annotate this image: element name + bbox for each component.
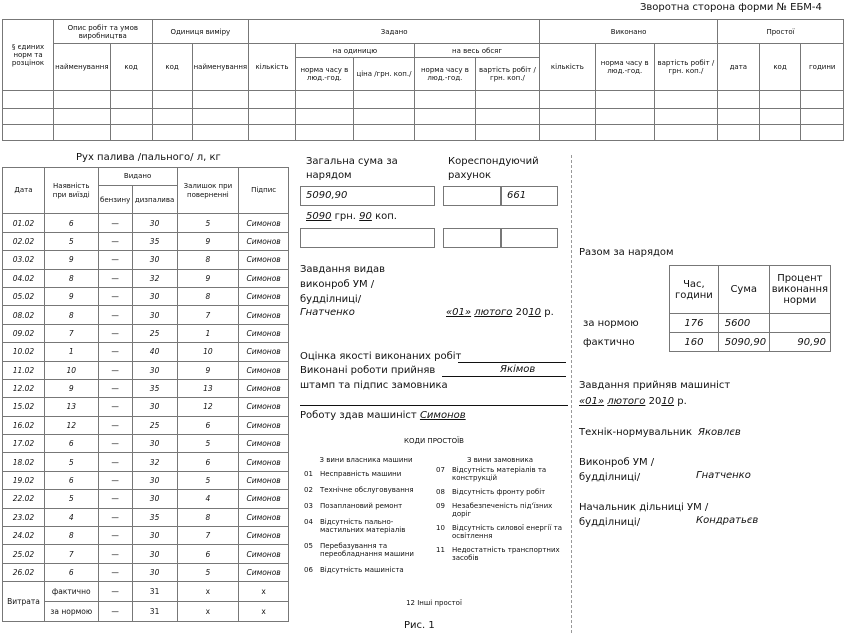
table-row [3, 109, 844, 125]
header-diesel: дизпалива [132, 186, 177, 214]
norm-signature: x [239, 602, 289, 622]
accept-year-prefix: 20 [648, 396, 662, 407]
task-issued-label: Завдання видав виконроб УМ /будділниці/ [300, 264, 386, 305]
fuel-signature: Симонов [239, 435, 289, 453]
fuel-signature: Симонов [239, 361, 289, 379]
fuel-remainder: 4 [177, 490, 239, 508]
actual-diesel: 31 [132, 582, 177, 602]
summary-fact-hours: 160 [670, 333, 719, 352]
fuel-remainder: 7 [177, 527, 239, 545]
code-item [304, 542, 432, 558]
table-row [3, 91, 844, 109]
task-year-prefix: 20 [515, 307, 529, 318]
fuel-row [3, 214, 289, 232]
code-item [436, 488, 564, 496]
total-label: Загальна сума за нарядом [306, 156, 398, 181]
fuel-petrol: — [98, 324, 132, 342]
fuel-petrol: — [98, 545, 132, 563]
foreman-label: Виконроб УМ /будділниці/ [579, 457, 655, 483]
fuel-signature: Симонов [239, 269, 289, 287]
codes-title: КОДИ ПРОСТОЇВ [404, 437, 464, 445]
fuel-petrol: — [98, 232, 132, 250]
fuel-diesel: 35 [132, 508, 177, 526]
fuel-signature: Симонов [239, 453, 289, 471]
code-text: Несправність машини [320, 470, 402, 478]
fuel-date: 01.02 [3, 214, 45, 232]
header-assigned: Задано [249, 20, 540, 44]
fuel-signature: Симонов [239, 398, 289, 416]
fuel-date: 04.02 [3, 269, 45, 287]
fuel-remainder: 5 [177, 563, 239, 581]
fuel-date: 24.02 [3, 527, 45, 545]
fuel-row [3, 490, 289, 508]
fuel-remainder: 1 [177, 324, 239, 342]
summary-h-sum: Сума [718, 266, 769, 314]
code-item [436, 466, 564, 482]
fuel-date: 02.02 [3, 232, 45, 250]
fuel-avail: 6 [44, 471, 98, 489]
norm-diesel: 31 [132, 602, 177, 622]
code-text: Відсутність пально-мастильних матеріалів [320, 518, 406, 534]
code-number: 01 [304, 470, 313, 478]
header-done-cost: вартість робіт /грн. коп./ [654, 44, 717, 91]
fuel-row [3, 379, 289, 397]
fuel-remainder: 13 [177, 379, 239, 397]
fuel-diesel: 35 [132, 232, 177, 250]
summary-table [579, 265, 831, 352]
header-total-volume: на весь обсяг [415, 44, 540, 58]
fuel-avail: 10 [44, 361, 98, 379]
code-text: Відсутність матеріалів та конструкцій [452, 466, 547, 482]
code-number: 03 [304, 502, 313, 510]
header-done-norm-time: норма часу в люд.-год. [595, 44, 654, 91]
chief-name: Кондратьєв [696, 515, 759, 526]
handed-label: Роботу здав машиніст [300, 410, 417, 421]
header-petrol: бензину [98, 186, 132, 214]
fuel-signature: Симонов [239, 287, 289, 305]
fuel-row [3, 398, 289, 416]
fuel-avail: 8 [44, 269, 98, 287]
code-text: Незабезпеченість під'їзних доріг [452, 502, 553, 518]
grn-label: грн. [334, 211, 356, 222]
header-remainder: Залишок при поверненні [177, 168, 239, 214]
fuel-date: 18.02 [3, 453, 45, 471]
fuel-date: 17.02 [3, 435, 45, 453]
header-idle-date: дата [718, 44, 759, 91]
header-price: ціна /грн. коп./ [353, 58, 414, 91]
fuel-row [3, 563, 289, 581]
code-item [436, 546, 564, 562]
fuel-date: 05.02 [3, 287, 45, 305]
task-day: «01» [446, 307, 472, 318]
fuel-avail: 6 [44, 214, 98, 232]
fuel-date: 08.02 [3, 306, 45, 324]
accepted-label: Виконані роботи прийняв [300, 365, 436, 376]
summary-h-percent: Процент виконання норми [769, 266, 830, 314]
fuel-signature: Симонов [239, 545, 289, 563]
codes-right-list [436, 466, 564, 568]
fuel-avail: 6 [44, 563, 98, 581]
fuel-avail: 9 [44, 251, 98, 269]
header-idle-hours: години [801, 44, 844, 91]
fuel-avail: 1 [44, 343, 98, 361]
stamp-line [300, 405, 568, 406]
accept-date [579, 396, 687, 407]
header-per-unit: на одиницю [295, 44, 414, 58]
fuel-remainder: 9 [177, 269, 239, 287]
quality-line [458, 362, 566, 363]
blank-box-3 [501, 228, 558, 248]
fuel-petrol: — [98, 453, 132, 471]
fuel-date: 15.02 [3, 398, 45, 416]
fuel-petrol: — [98, 527, 132, 545]
fuel-diesel: 25 [132, 416, 177, 434]
fuel-row [3, 324, 289, 342]
fuel-row [3, 416, 289, 434]
fuel-date: 25.02 [3, 545, 45, 563]
quality-label: Оцінка якості виконаних робіт [300, 351, 462, 362]
header-work-desc: Опис робіт та умов виробництва [54, 20, 152, 44]
fuel-row [3, 435, 289, 453]
code-item [436, 502, 564, 518]
fuel-petrol: — [98, 435, 132, 453]
fuel-petrol: — [98, 361, 132, 379]
fuel-signature: Симонов [239, 490, 289, 508]
actual-remainder: x [177, 582, 239, 602]
fuel-signature: Симонов [239, 508, 289, 526]
fuel-date: 22.02 [3, 490, 45, 508]
fuel-petrol: — [98, 490, 132, 508]
fuel-remainder: 5 [177, 471, 239, 489]
code-item [304, 486, 432, 494]
fuel-signature: Симонов [239, 343, 289, 361]
codes-right-header: З вини замовника [466, 456, 534, 464]
code-number: 02 [304, 486, 313, 494]
code-number: 07 [436, 466, 445, 474]
fuel-diesel: 30 [132, 287, 177, 305]
accept-label: Завдання прийняв машиніст [579, 380, 731, 391]
fuel-petrol: — [98, 563, 132, 581]
fuel-signature: Симонов [239, 471, 289, 489]
fuel-diesel: 30 [132, 527, 177, 545]
fuel-diesel: 30 [132, 490, 177, 508]
table-row [3, 125, 844, 141]
summary-norm-sum: 5600 [718, 314, 769, 333]
header-norm-time-2: норма часу в люд.-год. [415, 58, 476, 91]
blank-box-2 [443, 228, 501, 248]
code-item [304, 470, 432, 478]
fuel-avail: 13 [44, 398, 98, 416]
header-naming: найменування [54, 44, 111, 91]
code-number: 05 [304, 542, 313, 550]
fuel-avail: 4 [44, 508, 98, 526]
fuel-date: 09.02 [3, 324, 45, 342]
task-date [446, 307, 554, 318]
header-signature: Підпис [239, 168, 289, 214]
fuel-diesel: 30 [132, 545, 177, 563]
fuel-petrol: — [98, 214, 132, 232]
fuel-remainder: 8 [177, 287, 239, 305]
task-issued-name: Гнатченко [300, 307, 355, 318]
fuel-diesel: 25 [132, 324, 177, 342]
header-qty: кількість [249, 44, 296, 91]
fuel-row [3, 232, 289, 250]
fuel-row [3, 508, 289, 526]
accepted-name: Якімов [500, 364, 536, 375]
fuel-signature: Симонов [239, 306, 289, 324]
fuel-remainder: 8 [177, 251, 239, 269]
codes-left-header: З вини власника машини [319, 456, 413, 464]
code-number: 09 [436, 502, 445, 510]
code-number: 10 [436, 524, 445, 532]
fuel-avail: 6 [44, 435, 98, 453]
fuel-date: 26.02 [3, 563, 45, 581]
fuel-avail: 7 [44, 324, 98, 342]
separator-line [571, 155, 572, 633]
code-number: 04 [304, 518, 313, 526]
fuel-remainder: 9 [177, 232, 239, 250]
fuel-remainder: 5 [177, 435, 239, 453]
header-code: код [110, 44, 152, 91]
fuel-avail: 5 [44, 453, 98, 471]
code-text: Недостатність транспортних засобів [452, 546, 560, 562]
fuel-avail: 8 [44, 306, 98, 324]
summary-norm-label: за нормою [583, 317, 639, 329]
norm-label: за нормою [44, 602, 98, 622]
fuel-row [3, 527, 289, 545]
fuel-row [3, 251, 289, 269]
actual-label: фактично [44, 582, 98, 602]
codes-other: 12 Інші простої [406, 599, 462, 607]
fuel-petrol: — [98, 343, 132, 361]
norm-petrol: — [98, 602, 132, 622]
accept-month: лютого [607, 396, 646, 407]
summary-title: Разом за нарядом [579, 247, 674, 258]
tech-label: Технік-нормувальник [579, 427, 692, 438]
form-title: Зворотна сторона форми № ЕБМ-4 [640, 2, 822, 13]
fuel-diesel: 32 [132, 269, 177, 287]
total-amount-box: 5090,90 [300, 186, 435, 206]
amount-kop: 90 [359, 211, 372, 222]
fuel-diesel: 30 [132, 398, 177, 416]
figure-caption: Рис. 1 [404, 620, 435, 631]
fuel-diesel: 30 [132, 435, 177, 453]
fuel-row [3, 471, 289, 489]
corr-account-box-1 [443, 186, 501, 206]
kop-label: коп. [375, 211, 397, 222]
task-year-r: р. [544, 307, 554, 318]
fuel-title: Рух палива /пального/ л, кг [76, 152, 221, 163]
code-item [304, 502, 432, 510]
code-item [436, 524, 564, 540]
fuel-date: 10.02 [3, 343, 45, 361]
fuel-diesel: 30 [132, 563, 177, 581]
code-text: Перебазування та переобладнання машини [320, 542, 414, 558]
code-text: Відсутність машиніста [320, 566, 404, 574]
summary-fact-label: фактично [583, 336, 635, 348]
header-norms: § єдиних норм та розцінок [3, 20, 54, 91]
fuel-remainder: 6 [177, 416, 239, 434]
blank-box-1 [300, 228, 435, 248]
handed-over [300, 410, 466, 421]
code-number: 11 [436, 546, 445, 554]
code-text: Відсутність силової енергії та освітлення [452, 524, 562, 540]
fuel-avail: 5 [44, 232, 98, 250]
amount-in-words [306, 211, 397, 222]
work-table [2, 19, 844, 141]
fuel-signature: Симонов [239, 527, 289, 545]
chief-label: Начальник дільниці УМ /будділниці/ [579, 502, 709, 528]
fuel-petrol: — [98, 287, 132, 305]
header-unit-name: найменування [192, 44, 249, 91]
summary-h-hours: Час, години [670, 266, 719, 314]
foreman-name: Гнатченко [696, 470, 751, 481]
code-text: Позаплановий ремонт [320, 502, 403, 510]
fuel-remainder: 8 [177, 508, 239, 526]
fuel-signature: Симонов [239, 324, 289, 342]
fuel-date: 16.02 [3, 416, 45, 434]
fuel-row [3, 287, 289, 305]
header-norm-time: норма часу в люд.-год. [295, 58, 353, 91]
fuel-diesel: 35 [132, 379, 177, 397]
fuel-diesel: 40 [132, 343, 177, 361]
fuel-signature: Симонов [239, 379, 289, 397]
fuel-remainder: 12 [177, 398, 239, 416]
fuel-row [3, 545, 289, 563]
corr-account-label: Кореспондуючий рахунок [448, 156, 539, 181]
header-done-qty: кількість [540, 44, 596, 91]
fuel-diesel: 30 [132, 251, 177, 269]
accepted-line [442, 376, 566, 377]
fuel-date: 11.02 [3, 361, 45, 379]
fuel-diesel: 30 [132, 306, 177, 324]
fuel-date: 03.02 [3, 251, 45, 269]
fuel-row [3, 306, 289, 324]
fuel-row [3, 343, 289, 361]
fuel-diesel: 30 [132, 214, 177, 232]
fuel-avail: 5 [44, 490, 98, 508]
fuel-petrol: — [98, 398, 132, 416]
fuel-petrol: — [98, 508, 132, 526]
header-unit-code: код [152, 44, 192, 91]
fuel-signature: Симонов [239, 563, 289, 581]
corr-account-box-2: 661 [501, 186, 558, 206]
header-idle-code: код [759, 44, 801, 91]
accept-year-r: р. [677, 396, 687, 407]
norm-remainder: x [177, 602, 239, 622]
fuel-avail: 9 [44, 379, 98, 397]
code-number: 06 [304, 566, 313, 574]
header-at-departure: Наявність при виїзді [44, 168, 98, 214]
tech-name: Яковлєв [698, 427, 741, 438]
header-work-cost: вартість робіт /грн. коп./ [475, 58, 539, 91]
fuel-remainder: 6 [177, 453, 239, 471]
fuel-table [2, 167, 289, 622]
header-issued: Видано [98, 168, 177, 186]
header-unit: Одиниця виміру [152, 20, 249, 44]
fuel-remainder: 10 [177, 343, 239, 361]
fuel-avail: 8 [44, 527, 98, 545]
accept-day: «01» [579, 396, 605, 407]
fuel-date: 12.02 [3, 379, 45, 397]
fuel-petrol: — [98, 416, 132, 434]
fuel-petrol: — [98, 251, 132, 269]
codes-left-list [304, 470, 432, 582]
fuel-petrol: — [98, 269, 132, 287]
fuel-diesel: 32 [132, 453, 177, 471]
task-year-suffix: 10 [528, 307, 542, 318]
summary-fact-percent: 90,90 [769, 333, 830, 352]
actual-signature: x [239, 582, 289, 602]
fuel-diesel: 30 [132, 361, 177, 379]
fuel-remainder: 9 [177, 361, 239, 379]
fuel-signature: Симонов [239, 214, 289, 232]
code-item [304, 518, 432, 534]
spend-label: Витрата [3, 582, 45, 622]
fuel-row [3, 453, 289, 471]
fuel-remainder: 6 [177, 545, 239, 563]
fuel-remainder: 5 [177, 214, 239, 232]
fuel-date: 19.02 [3, 471, 45, 489]
fuel-date: 23.02 [3, 508, 45, 526]
header-date: Дата [3, 168, 45, 214]
fuel-signature: Симонов [239, 416, 289, 434]
code-text: Відсутність фронту робіт [452, 488, 546, 496]
amount-grn: 5090 [306, 211, 332, 222]
header-idle: Простої [718, 20, 844, 44]
code-number: 08 [436, 488, 445, 496]
fuel-row [3, 361, 289, 379]
summary-norm-hours: 176 [670, 314, 719, 333]
fuel-petrol: — [98, 306, 132, 324]
fuel-remainder: 7 [177, 306, 239, 324]
fuel-row [3, 269, 289, 287]
fuel-signature: Симонов [239, 251, 289, 269]
fuel-avail: 12 [44, 416, 98, 434]
stamp-label: штамп та підпис замовника [300, 380, 448, 391]
fuel-avail: 9 [44, 287, 98, 305]
actual-petrol: — [98, 582, 132, 602]
summary-fact-sum: 5090,90 [718, 333, 769, 352]
code-item [304, 566, 432, 574]
fuel-signature: Симонов [239, 232, 289, 250]
fuel-petrol: — [98, 379, 132, 397]
header-done: Виконано [540, 20, 718, 44]
fuel-petrol: — [98, 471, 132, 489]
summary-norm-percent [769, 314, 830, 333]
fuel-avail: 7 [44, 545, 98, 563]
code-text: Технічне обслуговування [320, 486, 414, 494]
accept-year-suffix: 10 [661, 396, 675, 407]
fuel-diesel: 30 [132, 471, 177, 489]
task-month: лютого [474, 307, 513, 318]
handed-name: Симонов [419, 410, 466, 421]
